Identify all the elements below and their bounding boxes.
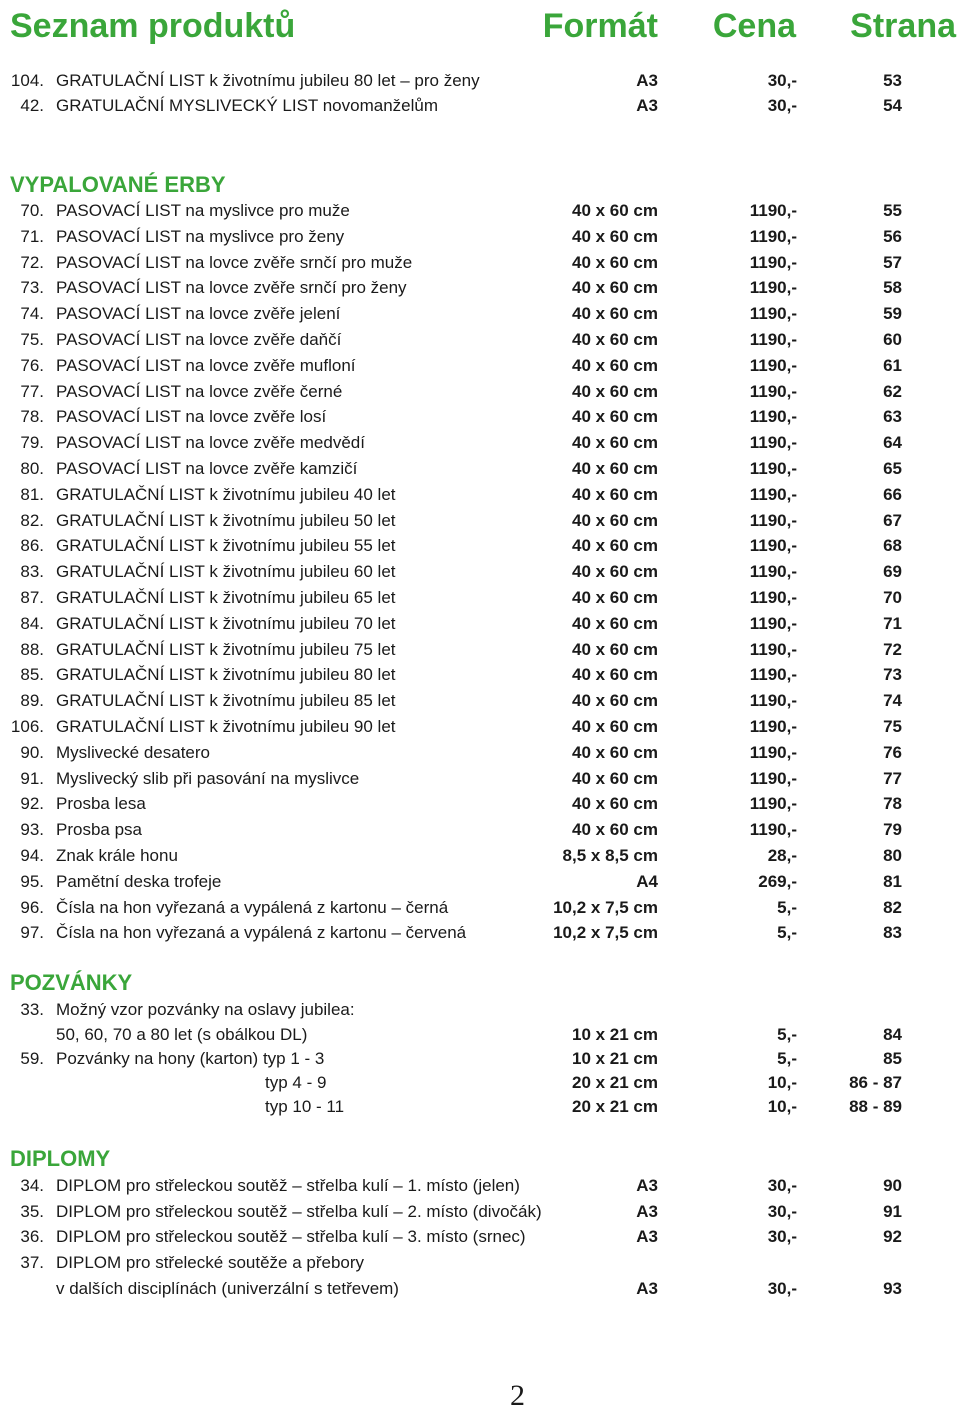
product-price: 1190,- bbox=[749, 355, 797, 375]
product-name: Prosba psa bbox=[56, 820, 142, 840]
product-page: 53 bbox=[883, 71, 902, 90]
column-header bbox=[0, 6, 960, 46]
product-format: 20 x 21 cm bbox=[571, 1097, 658, 1116]
product-page: 64 bbox=[883, 433, 902, 453]
product-format: 40 x 60 cm bbox=[571, 794, 658, 814]
product-format: 40 x 60 cm bbox=[571, 562, 658, 582]
product-price: 1190,- bbox=[749, 304, 797, 324]
product-page: 62 bbox=[883, 381, 902, 401]
product-row bbox=[0, 509, 960, 533]
product-price: 1190,- bbox=[749, 459, 797, 478]
product-price: 1190,- bbox=[749, 278, 797, 298]
product-page: 83 bbox=[883, 923, 902, 943]
page-number: 2 bbox=[510, 1379, 525, 1412]
product-number: 77. bbox=[20, 381, 44, 401]
product-format: 40 x 60 cm bbox=[571, 639, 658, 659]
product-name: PASOVACÍ LIST na lovce zvěře losí bbox=[56, 407, 327, 427]
product-name: 50, 60, 70 a 80 let (s obálkou DL) bbox=[56, 1025, 308, 1044]
product-number: 91. bbox=[20, 768, 44, 788]
product-row bbox=[0, 612, 960, 636]
product-name: PASOVACÍ LIST na lovce zvěře černé bbox=[56, 381, 343, 401]
product-row bbox=[0, 1174, 960, 1198]
product-row bbox=[0, 767, 960, 791]
product-row bbox=[0, 302, 960, 326]
product-page: 85 bbox=[883, 1049, 902, 1068]
product-number: 86. bbox=[20, 536, 44, 556]
product-page: 70 bbox=[883, 588, 902, 607]
product-format: A3 bbox=[636, 1176, 658, 1195]
product-row bbox=[0, 69, 960, 93]
product-format: 40 x 60 cm bbox=[571, 278, 658, 298]
product-row bbox=[0, 560, 960, 584]
product-format: 40 x 60 cm bbox=[571, 381, 658, 401]
product-page: 80 bbox=[883, 846, 902, 865]
product-name: GRATULAČNÍ LIST k životnímu jubileu 85 let bbox=[56, 691, 396, 711]
product-price: 1190,- bbox=[749, 330, 797, 349]
product-page: 76 bbox=[883, 742, 902, 762]
product-name: Myslivecký slib při pasování na myslivce bbox=[56, 768, 360, 788]
product-price: 5,- bbox=[777, 1025, 797, 1044]
product-price: 1190,- bbox=[749, 252, 797, 272]
product-number: 84. bbox=[20, 613, 44, 633]
product-price: 30,- bbox=[767, 1279, 797, 1298]
product-price: 1190,- bbox=[749, 691, 797, 711]
product-number: 71. bbox=[20, 226, 44, 246]
product-page: 55 bbox=[883, 201, 902, 220]
product-price: 30,- bbox=[767, 1227, 797, 1246]
product-page: 91 bbox=[883, 1202, 902, 1221]
product-name: v dalších disciplínách (univerzální s tetřevem) bbox=[56, 1279, 399, 1298]
product-format: 40 x 60 cm bbox=[571, 407, 658, 427]
product-number: 42. bbox=[20, 96, 44, 115]
product-name: GRATULAČNÍ LIST k životnímu jubileu 65 let bbox=[56, 588, 396, 607]
product-price: 1190,- bbox=[749, 226, 797, 246]
product-name: GRATULAČNÍ LIST k životnímu jubileu 70 let bbox=[56, 613, 396, 633]
product-price: 1190,- bbox=[749, 665, 797, 685]
product-format: 40 x 60 cm bbox=[571, 820, 658, 840]
product-name: typ 10 - 11 bbox=[265, 1097, 345, 1116]
product-row bbox=[0, 870, 960, 894]
product-page: 65 bbox=[883, 459, 902, 478]
product-page: 67 bbox=[883, 510, 902, 530]
product-name: PASOVACÍ LIST na lovce zvěře medvědí bbox=[56, 433, 365, 453]
product-page: 81 bbox=[883, 871, 902, 891]
product-row bbox=[0, 715, 960, 739]
product-page: 73 bbox=[883, 665, 902, 685]
product-format: 40 x 60 cm bbox=[571, 717, 658, 736]
product-row bbox=[0, 998, 960, 1022]
product-row bbox=[0, 921, 960, 945]
product-number: 81. bbox=[20, 484, 44, 504]
product-price: 1190,- bbox=[749, 794, 797, 814]
product-number: 74. bbox=[20, 304, 44, 324]
product-row bbox=[0, 1200, 960, 1224]
product-number: 75. bbox=[20, 330, 44, 349]
product-name: PASOVACÍ LIST na lovce zvěře srnčí pro ženy bbox=[56, 278, 407, 298]
product-row bbox=[0, 457, 960, 481]
product-name: GRATULAČNÍ LIST k životnímu jubileu 75 let bbox=[56, 639, 396, 659]
product-price: 1190,- bbox=[749, 381, 797, 401]
product-format: 8,5 x 8,5 cm bbox=[562, 846, 658, 865]
product-name: GRATULAČNÍ MYSLIVECKÝ LIST novomanželům bbox=[56, 96, 439, 115]
product-row bbox=[0, 225, 960, 249]
product-page: 57 bbox=[883, 252, 902, 272]
product-number: 59. bbox=[20, 1049, 44, 1068]
product-row bbox=[0, 94, 960, 118]
product-number: 83. bbox=[20, 562, 44, 582]
product-number: 82. bbox=[20, 510, 44, 530]
page-column-header: Strana bbox=[850, 7, 956, 45]
product-name: Možný vzor pozvánky na oslavy jubilea: bbox=[56, 1000, 355, 1019]
product-row bbox=[0, 251, 960, 275]
product-price: 10,- bbox=[767, 1073, 797, 1092]
product-name: GRATULAČNÍ LIST k životnímu jubileu 60 let bbox=[56, 562, 396, 582]
product-price: 269,- bbox=[758, 871, 797, 891]
product-number: 96. bbox=[20, 897, 44, 917]
product-number: 33. bbox=[20, 1000, 44, 1019]
product-name: PASOVACÍ LIST na myslivce pro ženy bbox=[56, 226, 345, 246]
product-row bbox=[0, 199, 960, 223]
product-number: 93. bbox=[20, 820, 44, 840]
product-page: 72 bbox=[883, 639, 902, 659]
product-number: 70. bbox=[20, 201, 44, 220]
product-page: 68 bbox=[883, 536, 902, 556]
product-price: 1190,- bbox=[749, 201, 797, 220]
product-name: GRATULAČNÍ LIST k životnímu jubileu 90 let bbox=[56, 717, 396, 736]
product-name: GRATULAČNÍ LIST k životnímu jubileu 80 let bbox=[56, 665, 396, 685]
product-format: 40 x 60 cm bbox=[571, 742, 658, 762]
product-page: 92 bbox=[883, 1227, 902, 1246]
product-number: 97. bbox=[20, 923, 44, 943]
product-number: 94. bbox=[20, 846, 44, 865]
product-price: 1190,- bbox=[749, 484, 797, 504]
product-row bbox=[0, 638, 960, 662]
product-format: 40 x 60 cm bbox=[571, 510, 658, 530]
product-row bbox=[0, 1277, 960, 1301]
product-format: 40 x 60 cm bbox=[571, 355, 658, 375]
product-price: 30,- bbox=[767, 71, 797, 90]
product-row bbox=[0, 1095, 960, 1119]
product-name: Myslivecké desatero bbox=[56, 742, 211, 762]
product-format: A3 bbox=[636, 96, 658, 115]
product-number: 79. bbox=[20, 433, 44, 453]
product-format: 10,2 x 7,5 cm bbox=[553, 923, 658, 943]
product-row bbox=[0, 818, 960, 842]
product-name: Čísla na hon vyřezaná a vypálená z kartonu – černá bbox=[56, 897, 449, 917]
product-price: 30,- bbox=[767, 96, 797, 115]
product-number: 89. bbox=[20, 691, 44, 711]
product-page: 88 - 89 bbox=[849, 1097, 902, 1116]
product-number: 104. bbox=[10, 71, 44, 90]
product-price: 1190,- bbox=[749, 562, 797, 582]
product-format: A3 bbox=[636, 1202, 658, 1221]
product-name: GRATULAČNÍ LIST k životnímu jubileu 50 let bbox=[56, 510, 396, 530]
product-format: A3 bbox=[636, 71, 658, 90]
product-price: 5,- bbox=[777, 1049, 797, 1068]
product-page: 71 bbox=[883, 613, 902, 633]
product-name: DIPLOM pro střeleckou soutěž – střelba kulí – 2. místo (divočák) bbox=[56, 1202, 542, 1221]
product-price: 1190,- bbox=[749, 613, 797, 633]
product-number: 106. bbox=[10, 717, 44, 736]
product-number: 78. bbox=[20, 407, 44, 427]
product-name: Pamětní deska trofeje bbox=[56, 871, 222, 891]
page-title: Seznam produktů bbox=[10, 7, 296, 45]
product-row bbox=[0, 663, 960, 687]
section-title: VYPALOVANÉ ERBY bbox=[10, 172, 226, 197]
product-page: 61 bbox=[883, 355, 902, 375]
product-page: 54 bbox=[883, 96, 902, 115]
product-page: 79 bbox=[883, 820, 902, 840]
product-row bbox=[0, 431, 960, 455]
product-page: 90 bbox=[883, 1176, 902, 1195]
product-row bbox=[0, 1023, 960, 1047]
product-format: A4 bbox=[636, 871, 658, 891]
product-format: 10 x 21 cm bbox=[571, 1049, 658, 1068]
product-number: 87. bbox=[20, 588, 44, 607]
product-format: 40 x 60 cm bbox=[571, 304, 658, 324]
product-name: DIPLOM pro střelecké soutěže a přebory bbox=[56, 1253, 365, 1272]
product-price: 5,- bbox=[777, 897, 797, 917]
product-price: 30,- bbox=[767, 1176, 797, 1195]
product-format: A3 bbox=[636, 1227, 658, 1246]
product-name: PASOVACÍ LIST na myslivce pro muže bbox=[56, 201, 350, 220]
format-column-header: Formát bbox=[542, 7, 658, 45]
product-format: 40 x 60 cm bbox=[571, 459, 658, 478]
product-page: 63 bbox=[883, 407, 902, 427]
product-format: 40 x 60 cm bbox=[571, 665, 658, 685]
product-price: 1190,- bbox=[749, 536, 797, 556]
product-row bbox=[0, 1251, 960, 1275]
product-page: 93 bbox=[883, 1279, 902, 1298]
product-page: 74 bbox=[883, 691, 902, 711]
product-name: Prosba lesa bbox=[56, 794, 146, 814]
product-price: 1190,- bbox=[749, 510, 797, 530]
product-format: 40 x 60 cm bbox=[571, 691, 658, 711]
product-price: 1190,- bbox=[749, 768, 797, 788]
product-price: 5,- bbox=[777, 923, 797, 943]
product-name: PASOVACÍ LIST na lovce zvěře jelení bbox=[56, 304, 341, 324]
product-page: 78 bbox=[883, 794, 902, 814]
product-page: 59 bbox=[883, 304, 902, 324]
product-name: Čísla na hon vyřezaná a vypálená z kartonu – červená bbox=[56, 923, 467, 943]
product-number: 73. bbox=[20, 278, 44, 298]
product-page: 69 bbox=[883, 562, 902, 582]
product-page: 75 bbox=[883, 717, 902, 736]
product-price: 1190,- bbox=[749, 407, 797, 427]
product-page: 60 bbox=[883, 330, 902, 349]
product-name: Pozvánky na hony (karton) typ 1 - 3 bbox=[56, 1049, 325, 1068]
product-number: 36. bbox=[20, 1227, 44, 1246]
product-format: 40 x 60 cm bbox=[571, 252, 658, 272]
price-column-header: Cena bbox=[712, 7, 796, 45]
product-format: 20 x 21 cm bbox=[571, 1073, 658, 1092]
product-row bbox=[0, 689, 960, 713]
product-row bbox=[0, 380, 960, 404]
product-number: 35. bbox=[20, 1202, 44, 1221]
product-page: 56 bbox=[883, 226, 902, 246]
product-name: PASOVACÍ LIST na lovce zvěře mufloní bbox=[56, 355, 356, 375]
product-page: 77 bbox=[883, 768, 902, 788]
product-number: 80. bbox=[20, 459, 44, 478]
product-name: DIPLOM pro střeleckou soutěž – střelba kulí – 1. místo (jelen) bbox=[56, 1176, 520, 1195]
product-row bbox=[0, 1225, 960, 1249]
product-price: 30,- bbox=[767, 1202, 797, 1221]
product-number: 34. bbox=[20, 1176, 44, 1195]
product-name: Znak krále honu bbox=[56, 846, 178, 865]
section-title: POZVÁNKY bbox=[10, 970, 133, 995]
product-format: 40 x 60 cm bbox=[571, 226, 658, 246]
product-number: 37. bbox=[20, 1253, 44, 1272]
product-number: 72. bbox=[20, 252, 44, 272]
product-number: 76. bbox=[20, 355, 44, 375]
product-format: 40 x 60 cm bbox=[571, 768, 658, 788]
product-price: 1190,- bbox=[749, 717, 797, 736]
product-price: 1190,- bbox=[749, 820, 797, 840]
product-page: 82 bbox=[883, 897, 902, 917]
product-format: 40 x 60 cm bbox=[571, 433, 658, 453]
product-page: 66 bbox=[883, 484, 902, 504]
product-name: PASOVACÍ LIST na lovce zvěře daňčí bbox=[56, 330, 342, 349]
product-row bbox=[0, 741, 960, 765]
product-name: GRATULAČNÍ LIST k životnímu jubileu 80 let – pro ženy bbox=[56, 71, 480, 90]
product-price: 1190,- bbox=[749, 742, 797, 762]
product-format: 10 x 21 cm bbox=[571, 1025, 658, 1044]
product-number: 90. bbox=[20, 742, 44, 762]
product-name: PASOVACÍ LIST na lovce zvěře kamzičí bbox=[56, 459, 358, 478]
product-number: 95. bbox=[20, 871, 44, 891]
product-price: 1190,- bbox=[749, 588, 797, 607]
product-number: 88. bbox=[20, 639, 44, 659]
product-row bbox=[0, 586, 960, 610]
product-row bbox=[0, 405, 960, 429]
product-name: DIPLOM pro střeleckou soutěž – střelba kulí – 3. místo (srnec) bbox=[56, 1227, 526, 1246]
product-format: 40 x 60 cm bbox=[571, 613, 658, 633]
product-price: 10,- bbox=[767, 1097, 797, 1116]
product-row bbox=[0, 792, 960, 816]
product-row bbox=[0, 1071, 960, 1095]
product-price: 1190,- bbox=[749, 639, 797, 659]
product-price: 28,- bbox=[767, 846, 797, 865]
product-name: typ 4 - 9 bbox=[265, 1073, 327, 1092]
product-row bbox=[0, 328, 960, 352]
product-number: 85. bbox=[20, 665, 44, 685]
product-format: A3 bbox=[636, 1279, 658, 1298]
product-name: GRATULAČNÍ LIST k životnímu jubileu 40 let bbox=[56, 484, 396, 504]
product-row bbox=[0, 534, 960, 558]
product-name: GRATULAČNÍ LIST k životnímu jubileu 55 let bbox=[56, 536, 396, 556]
product-page: 58 bbox=[883, 278, 902, 298]
product-page: 86 - 87 bbox=[849, 1073, 902, 1092]
product-format: 40 x 60 cm bbox=[571, 330, 658, 349]
product-format: 10,2 x 7,5 cm bbox=[553, 897, 658, 917]
section-title: DIPLOMY bbox=[10, 1146, 111, 1171]
product-format: 40 x 60 cm bbox=[571, 201, 658, 220]
product-row bbox=[0, 276, 960, 300]
product-format: 40 x 60 cm bbox=[571, 536, 658, 556]
product-format: 40 x 60 cm bbox=[571, 588, 658, 607]
product-row bbox=[0, 354, 960, 378]
product-format: 40 x 60 cm bbox=[571, 484, 658, 504]
product-name: PASOVACÍ LIST na lovce zvěře srnčí pro muže bbox=[56, 252, 413, 272]
product-page: 84 bbox=[883, 1025, 902, 1044]
product-row bbox=[0, 896, 960, 920]
product-row bbox=[0, 483, 960, 507]
product-price: 1190,- bbox=[749, 433, 797, 453]
product-row bbox=[0, 844, 960, 868]
product-number: 92. bbox=[20, 794, 44, 814]
product-row bbox=[0, 1047, 960, 1071]
